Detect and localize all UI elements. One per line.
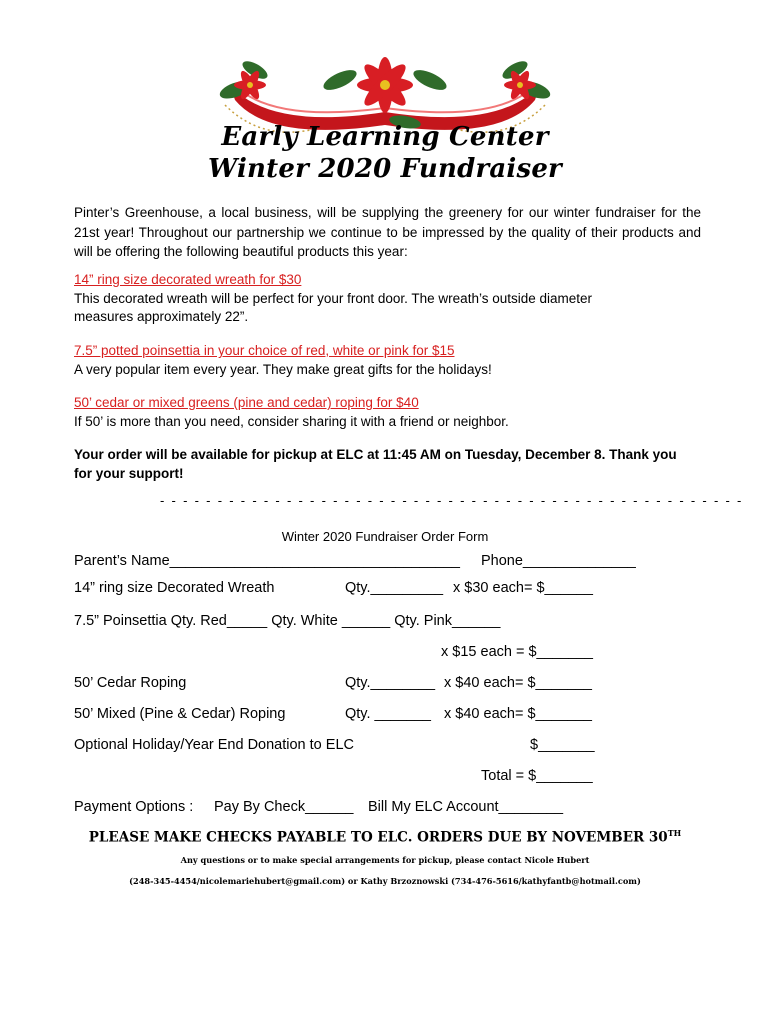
parent-name-field: Parent’s Name____________________________________ bbox=[74, 553, 460, 569]
product-wreath-description: This decorated wreath will be perfect for your front door. The wreath’s outside diameter measures approximately 22”. bbox=[74, 290, 593, 324]
contact-line-1: Any questions or to make special arrangements for pickup, please contact Nicole Hubert bbox=[180, 855, 590, 865]
checks-payable-notice bbox=[0, 828, 770, 846]
product-roping bbox=[74, 394, 694, 431]
product-roping-description: If 50’ is more than you need, consider sharing it with a friend or neighbor. bbox=[74, 413, 509, 429]
cedar-roping-label: 50’ Cedar Roping bbox=[74, 675, 187, 691]
contact-line-2: (248-345-4454/nicolemariehubert@gmail.com) or Kathy Brzoznowski (734-476-5616/kathyfantb@hotmail.com) bbox=[129, 876, 641, 886]
pickup-note: Your order will be available for pickup at ELC at 11:45 AM on Tuesday, December 8. Thank you for your support! bbox=[74, 447, 677, 481]
donation-amount-field: $_______ bbox=[530, 737, 595, 753]
cedar-price: x $40 each= $_______ bbox=[444, 675, 592, 691]
mixed-roping-label: 50’ Mixed (Pine & Cedar) Roping bbox=[74, 706, 286, 722]
product-wreath-title: 14” ring size decorated wreath for $30 bbox=[74, 272, 302, 287]
product-roping-title: 50’ cedar or mixed greens (pine and cedar) roping for $40 bbox=[74, 395, 419, 410]
title-line-2: Winter 2020 Fundraiser bbox=[208, 154, 562, 184]
phone-field: Phone______________ bbox=[481, 553, 636, 569]
product-poinsettia-description: A very popular item every year. They make great gifts for the holidays! bbox=[74, 361, 492, 377]
pay-by-check-option: Pay By Check______ bbox=[214, 799, 354, 815]
cedar-qty-field: Qty.________ bbox=[345, 675, 436, 691]
payment-options-label: Payment Options : bbox=[74, 799, 194, 815]
wreath-label: 14” ring size Decorated Wreath bbox=[74, 580, 275, 596]
checks-payable-superscript: TH bbox=[667, 828, 682, 838]
product-poinsettia-title: 7.5” potted poinsettia in your choice of red, white or pink for $15 bbox=[74, 343, 455, 358]
intro-paragraph: Pinter’s Greenhouse, a local business, will be supplying the greenery for our winter fundraiser for the 21st year! Throughout our partnership we continue to be impressed by the quality of their products and will be offering the following beautiful products this year: bbox=[74, 205, 701, 259]
total-field: Total = $_______ bbox=[481, 768, 593, 784]
poinsettia-qty-line: 7.5” Poinsettia Qty. Red_____ Qty. White ______ Qty. Pink______ bbox=[74, 613, 501, 629]
wreath-qty-field: Qty._________ bbox=[345, 580, 444, 596]
checks-payable-text: PLEASE MAKE CHECKS PAYABLE TO ELC. ORDERS DUE BY NOVEMBER 30 bbox=[88, 829, 668, 846]
donation-label: Optional Holiday/Year End Donation to ELC bbox=[74, 737, 354, 753]
title-line-1: Early Learning Center bbox=[221, 122, 549, 152]
poinsettia-price: x $15 each = $_______ bbox=[441, 644, 593, 660]
product-poinsettia bbox=[74, 342, 694, 379]
order-form-title: Winter 2020 Fundraiser Order Form bbox=[281, 529, 489, 544]
cut-line-separator: - - - - - - - - - - - - - - - - - - - - - - - - - - - - - - - - - - - - - - - - - - - - - - - - - - - bbox=[160, 493, 744, 508]
mixed-qty-field: Qty. _______ bbox=[345, 706, 431, 722]
mixed-price: x $40 each= $_______ bbox=[444, 706, 592, 722]
wreath-price: x $30 each= $______ bbox=[453, 580, 593, 596]
bill-elc-account-option: Bill My ELC Account________ bbox=[368, 799, 564, 815]
product-wreath bbox=[74, 271, 694, 327]
